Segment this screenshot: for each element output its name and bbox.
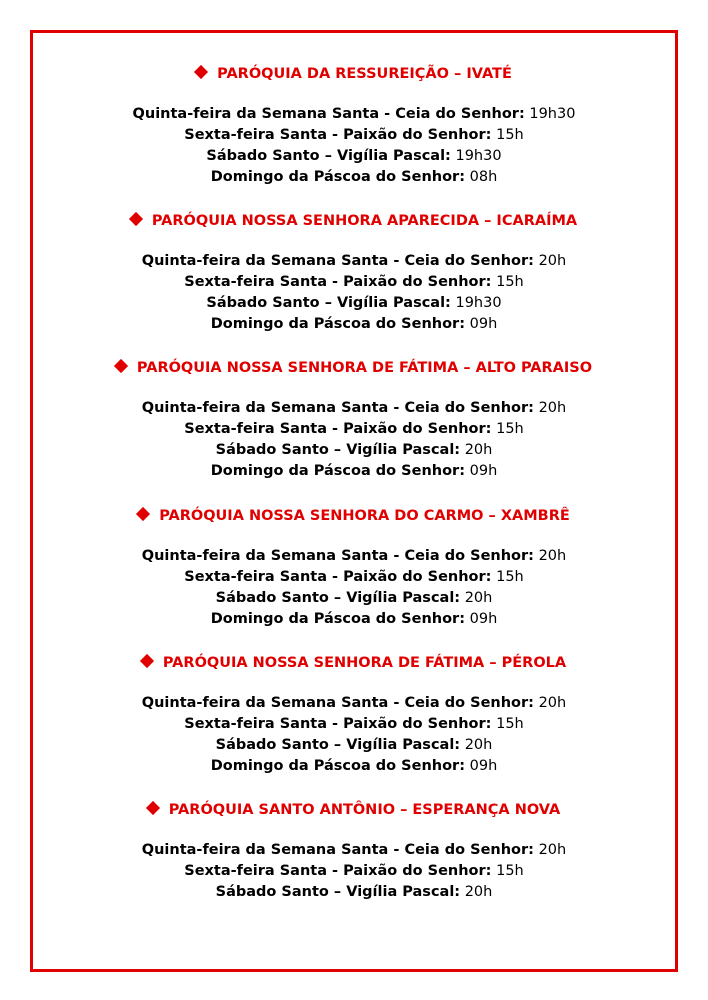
schedule-line <box>0 693 708 714</box>
parish-title: PARÓQUIA SANTO ANTÔNIO – ESPERANÇA NOVA <box>168 802 561 818</box>
parish-title: PARÓQUIA NOSSA SENHORA DO CARMO – XAMBRÊ <box>159 508 570 524</box>
schedule-time: 20h <box>464 884 493 900</box>
schedule-time: 15h <box>496 274 524 290</box>
schedule-time: 20h <box>538 253 567 269</box>
schedule-line <box>0 167 708 188</box>
diamond-bullet-icon <box>140 654 154 668</box>
schedule-label: Sexta-feira Santa - Paixão do Senhor: <box>184 274 492 290</box>
schedule-label: Sexta-feira Santa - Paixão do Senhor: <box>184 863 492 879</box>
schedule-label: Sábado Santo – Vigília Pascal: <box>215 442 461 458</box>
schedule-time: 20h <box>538 695 567 711</box>
schedule-time: 15h <box>496 421 524 437</box>
schedule-line <box>0 756 708 777</box>
schedule-line <box>0 861 708 882</box>
schedule-label: Domingo da Páscoa do Senhor: <box>210 169 466 185</box>
schedule-line <box>0 293 708 314</box>
schedule-line <box>0 272 708 293</box>
schedule-label: Quinta-feira da Semana Santa - Ceia do Senhor: <box>141 253 534 269</box>
schedule-time: 20h <box>464 590 493 606</box>
schedule-time: 15h <box>496 863 524 879</box>
schedule-time: 09h <box>469 611 498 627</box>
schedule-time: 20h <box>538 548 567 564</box>
schedule-time: 09h <box>469 463 498 479</box>
schedule-time: 19h30 <box>529 106 576 122</box>
parish-title: PARÓQUIA NOSSA SENHORA DE FÁTIMA – PÉROLA <box>162 655 567 671</box>
schedule-line <box>0 609 708 630</box>
parish-heading <box>0 64 708 84</box>
diamond-bullet-icon <box>146 801 160 815</box>
schedule-time: 20h <box>464 737 493 753</box>
schedule-label: Sexta-feira Santa - Paixão do Senhor: <box>184 127 492 143</box>
schedule-time: 20h <box>538 842 567 858</box>
schedule-label: Sábado Santo – Vigília Pascal: <box>215 737 461 753</box>
schedule-line <box>0 419 708 440</box>
schedule-label: Quinta-feira da Semana Santa - Ceia do Senhor: <box>141 400 534 416</box>
schedule-line <box>0 398 708 419</box>
parish-title: PARÓQUIA DA RESSUREIÇÃO – IVATÉ <box>217 66 512 82</box>
schedule-label: Sábado Santo – Vigília Pascal: <box>206 295 451 311</box>
schedule-line <box>0 735 708 756</box>
schedule-label: Quinta-feira da Semana Santa - Ceia do Senhor: <box>141 548 534 564</box>
schedule-line <box>0 840 708 861</box>
schedule-line <box>0 251 708 272</box>
parish-heading <box>0 358 708 378</box>
schedule-line <box>0 314 708 335</box>
schedule-time: 09h <box>469 758 498 774</box>
diamond-bullet-icon <box>194 65 208 79</box>
schedule-time: 15h <box>496 127 524 143</box>
schedule-time: 19h30 <box>455 148 502 164</box>
parish-section <box>0 64 708 188</box>
schedule-label: Quinta-feira da Semana Santa - Ceia do Senhor: <box>132 106 525 122</box>
schedule-line <box>0 461 708 482</box>
parish-heading <box>0 653 708 673</box>
diamond-bullet-icon <box>136 507 150 521</box>
diamond-bullet-icon <box>129 212 143 226</box>
parish-section <box>0 211 708 335</box>
schedule-label: Sábado Santo – Vigília Pascal: <box>206 148 451 164</box>
parish-section <box>0 800 708 903</box>
schedule-label: Domingo da Páscoa do Senhor: <box>210 611 466 627</box>
schedule-time: 08h <box>469 169 498 185</box>
schedule-label: Domingo da Páscoa do Senhor: <box>210 316 466 332</box>
parish-title: PARÓQUIA NOSSA SENHORA APARECIDA – ICARAÍMA <box>151 213 578 229</box>
parish-section <box>0 506 708 630</box>
schedule-time: 09h <box>469 316 498 332</box>
schedule-label: Domingo da Páscoa do Senhor: <box>210 758 466 774</box>
schedule-line <box>0 546 708 567</box>
schedule-line <box>0 567 708 588</box>
schedule-time: 15h <box>496 716 524 732</box>
schedule-label: Quinta-feira da Semana Santa - Ceia do Senhor: <box>141 842 534 858</box>
schedule-label: Sexta-feira Santa - Paixão do Senhor: <box>184 421 492 437</box>
parish-section <box>0 653 708 777</box>
schedule-time: 15h <box>496 569 524 585</box>
parish-heading <box>0 800 708 820</box>
parish-section <box>0 358 708 482</box>
schedule-label: Quinta-feira da Semana Santa - Ceia do Senhor: <box>141 695 534 711</box>
schedule-time: 19h30 <box>455 295 502 311</box>
parish-title: PARÓQUIA NOSSA SENHORA DE FÁTIMA – ALTO PARAISO <box>136 360 593 376</box>
schedule-label: Sábado Santo – Vigília Pascal: <box>215 884 461 900</box>
schedule-time: 20h <box>464 442 493 458</box>
schedule-line <box>0 146 708 167</box>
schedule-label: Sexta-feira Santa - Paixão do Senhor: <box>184 569 492 585</box>
schedule-line <box>0 440 708 461</box>
parish-heading <box>0 211 708 231</box>
schedule-label: Sexta-feira Santa - Paixão do Senhor: <box>184 716 492 732</box>
parish-heading <box>0 506 708 526</box>
schedule-label: Domingo da Páscoa do Senhor: <box>210 463 466 479</box>
schedule-line <box>0 882 708 903</box>
schedule-time: 20h <box>538 400 567 416</box>
schedule-line <box>0 714 708 735</box>
schedule-line <box>0 588 708 609</box>
diamond-bullet-icon <box>114 359 128 373</box>
schedule-line <box>0 125 708 146</box>
schedule-label: Sábado Santo – Vigília Pascal: <box>215 590 461 606</box>
schedule-line <box>0 104 708 125</box>
